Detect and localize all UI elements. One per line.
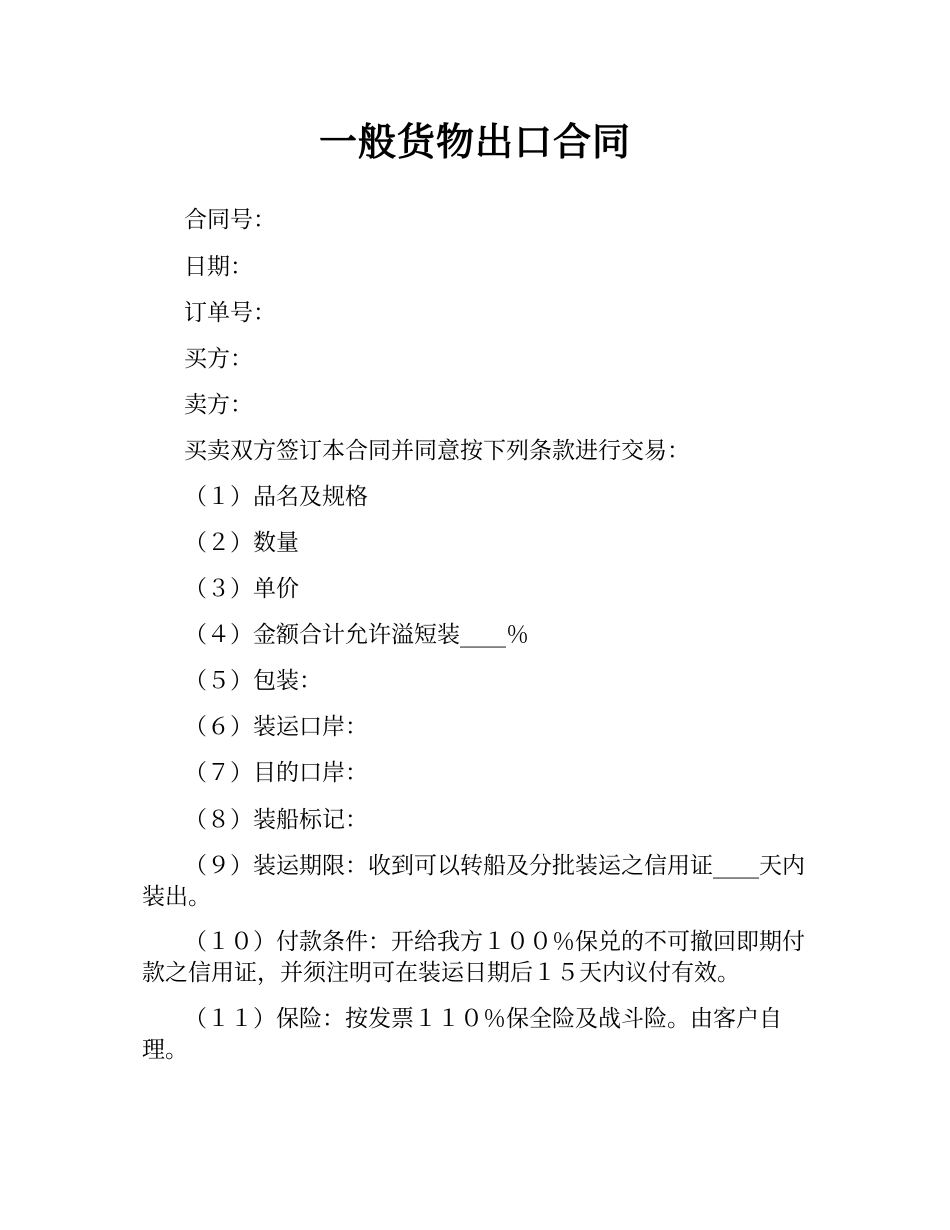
buyer-field: 买方： — [184, 346, 253, 372]
clause-4: （４）金额合计允许溢短装____％ — [184, 622, 529, 648]
clause-8: （８）装船标记： — [184, 807, 368, 833]
seller-field: 卖方： — [184, 392, 253, 418]
intro-text: 买卖双方签订本合同并同意按下列条款进行交易： — [184, 438, 690, 464]
clause-3: （３）单价 — [184, 576, 299, 602]
clause-9: （９）装运期限：收到可以转船及分批装运之信用证____天内装出。 — [142, 853, 805, 910]
date-field: 日期： — [184, 254, 253, 280]
clause-10: （１０）付款条件：开给我方１００％保兑的不可撤回即期付款之信用证，并须注明可在装运日期后１５天内议付有效。 — [142, 929, 805, 986]
document-title: 一般货物出口合同 — [318, 120, 631, 164]
clause-11: （１１）保险：按发票１１０％保全险及战斗险。由客户自理。 — [142, 1006, 782, 1063]
clause-6: （６）装运口岸： — [184, 714, 368, 740]
clause-1: （１）品名及规格 — [184, 484, 368, 510]
order-number-field: 订单号： — [184, 300, 276, 326]
contract-number-field: 合同号： — [184, 207, 276, 233]
clause-2: （２）数量 — [184, 530, 299, 556]
clause-5: （５）包装： — [184, 668, 322, 694]
clause-7: （７）目的口岸： — [184, 760, 368, 786]
